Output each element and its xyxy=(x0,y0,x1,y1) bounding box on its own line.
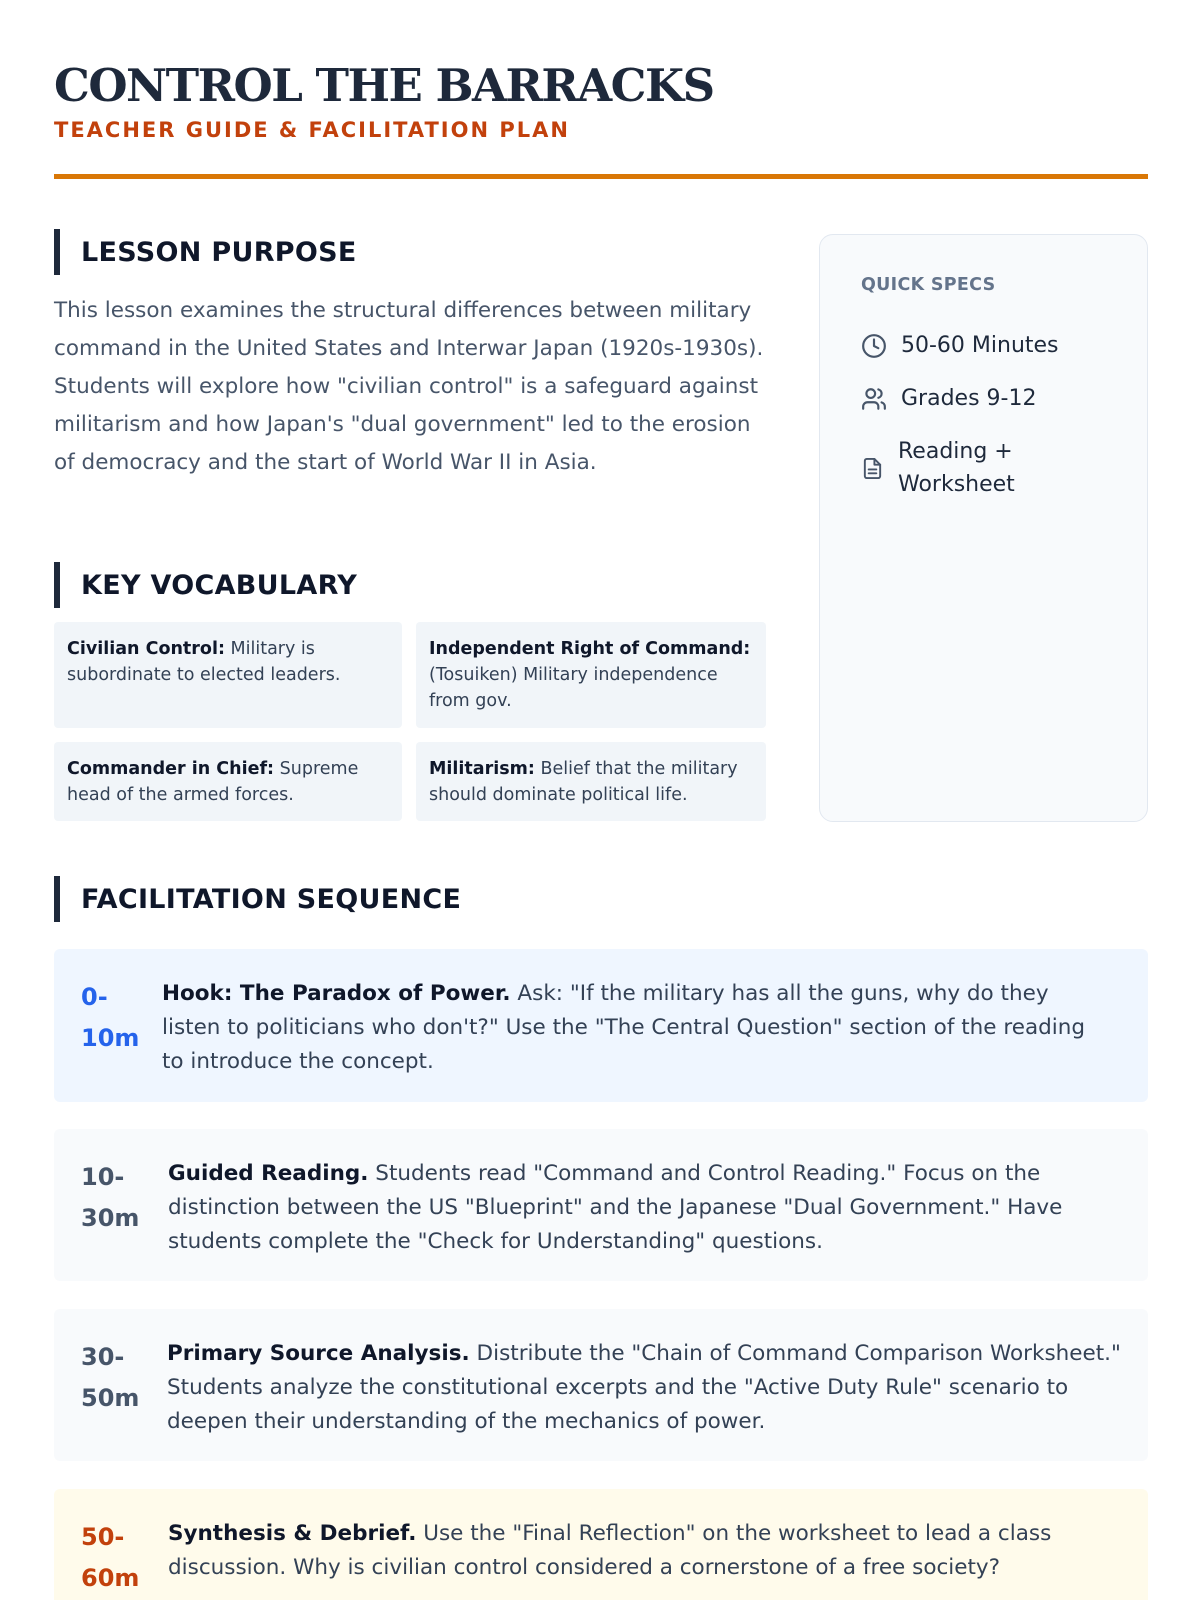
step-time: 50-60m xyxy=(81,1523,140,1592)
spec-materials xyxy=(861,435,1051,501)
heading-accent-bar xyxy=(54,562,60,608)
vocab-term: Commander in Chief: xyxy=(67,759,275,779)
step-title: Hook: The Paradox of Power. xyxy=(162,981,511,1006)
page-header xyxy=(54,56,1148,144)
step-description xyxy=(168,1157,1108,1281)
header-divider xyxy=(54,174,1148,179)
step-text: Ask: "If the military has all the guns, why do they listen to politicians who don't?" Use the "The Central Question" section of the reading to introduce the concept. xyxy=(162,981,1086,1074)
vocab-definition: Supreme head of the armed forces. xyxy=(67,759,359,805)
sequence-step-synthesis xyxy=(54,1489,1148,1600)
step-title: Synthesis & Debrief. xyxy=(168,1521,417,1546)
step-description xyxy=(167,1337,1128,1461)
heading-accent-bar xyxy=(54,876,60,922)
facilitation-sequence-heading xyxy=(54,876,461,922)
heading-accent-bar xyxy=(54,229,60,275)
vocab-card xyxy=(54,742,402,821)
vocab-definition: Belief that the military should dominate political life. xyxy=(429,759,738,805)
key-vocabulary-title: KEY VOCABULARY xyxy=(81,569,358,601)
page-title: CONTROL THE BARRACKS xyxy=(54,59,714,112)
sequence-step-guided-reading xyxy=(54,1129,1148,1281)
vocab-card xyxy=(416,622,766,728)
key-vocabulary-heading xyxy=(54,562,357,608)
vocab-term: Militarism: xyxy=(429,759,535,779)
lesson-purpose-title: LESSON PURPOSE xyxy=(81,236,357,268)
step-text: Distribute the "Chain of Command Comparison Worksheet." Students analyze the constitutional excerpts and the "Active Duty Rule" scenario to deepen their understanding of the mechanics of power. xyxy=(167,1341,1121,1434)
step-title: Guided Reading. xyxy=(168,1161,369,1186)
step-text: Use the "Final Reflection" on the worksheet to lead a class discussion. Why is civilian control considered a cornerstone of a free society? xyxy=(168,1521,1052,1580)
spec-grades xyxy=(861,382,1036,415)
vocab-card xyxy=(416,742,766,821)
vocab-definition: Military is subordinate to elected leaders. xyxy=(67,639,341,685)
spec-label: 50-60 Minutes xyxy=(901,333,1059,358)
spec-duration xyxy=(861,329,1059,362)
spec-label: Reading + Worksheet xyxy=(898,439,1015,497)
page-subtitle: TEACHER GUIDE & FACILITATION PLAN xyxy=(54,118,570,142)
vocab-definition: (Tosuiken) Military independence from gov. xyxy=(429,665,718,711)
vocabulary-grid xyxy=(54,622,766,821)
clock-icon xyxy=(861,333,887,359)
sequence-step-primary-source xyxy=(54,1309,1148,1461)
step-description xyxy=(162,977,1108,1102)
spec-label: Grades 9-12 xyxy=(901,386,1037,411)
step-time: 10-30m xyxy=(81,1163,140,1232)
step-text: Students read "Command and Control Reading." Focus on the distinction between the US "Blueprint" and the Japanese "Dual Government." Have students complete the "Check for Understanding" questions. xyxy=(168,1161,1063,1254)
quick-specs-title: QUICK SPECS xyxy=(861,275,996,295)
facilitation-sequence-title: FACILITATION SEQUENCE xyxy=(81,883,462,915)
step-time: 0-10m xyxy=(81,983,140,1052)
step-title: Primary Source Analysis. xyxy=(167,1341,470,1366)
vocab-term: Civilian Control: xyxy=(67,639,225,659)
quick-specs-panel xyxy=(819,234,1148,822)
vocab-term: Independent Right of Command: xyxy=(429,639,751,659)
step-description xyxy=(168,1517,1108,1600)
lesson-purpose-heading xyxy=(54,229,357,275)
users-icon xyxy=(861,386,887,412)
document-icon xyxy=(861,457,884,480)
lesson-purpose-text: This lesson examines the structural differences between military command in the United States and Interwar Japan (1920s-1930s). Students will explore how "civilian control" is a safeguard against militarism and how Japan's "dual government" led to the erosion of democracy and the start of World War II in Asia. xyxy=(54,298,764,475)
sequence-step-hook xyxy=(54,949,1148,1102)
vocab-card xyxy=(54,622,402,728)
step-time: 30-50m xyxy=(81,1343,140,1412)
